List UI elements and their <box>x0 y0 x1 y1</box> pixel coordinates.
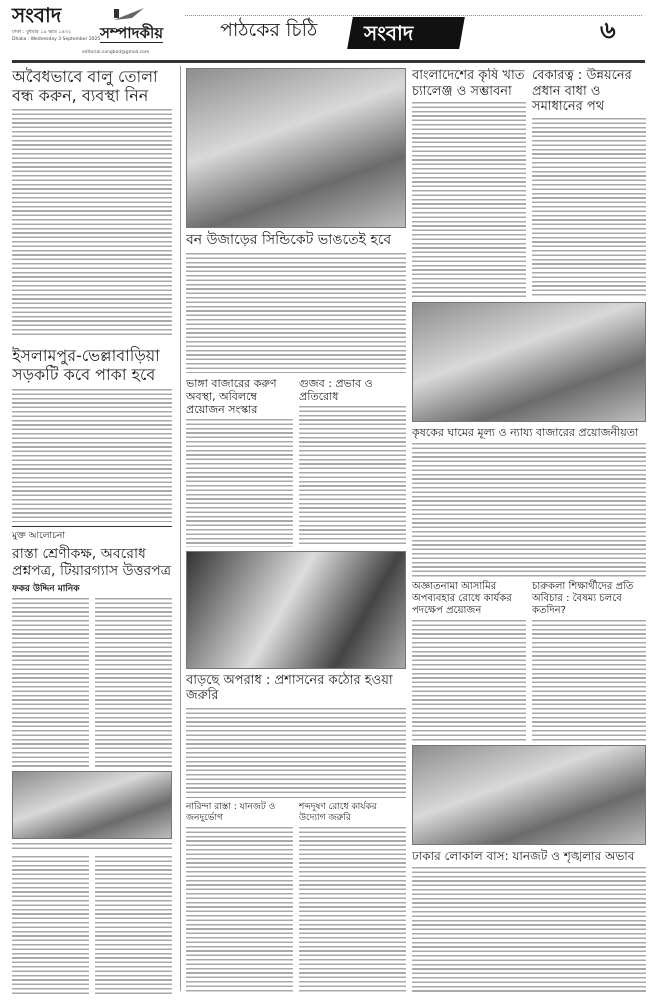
article-body <box>186 708 406 793</box>
article-body <box>186 827 293 992</box>
middle-column <box>186 68 406 992</box>
photo-caption <box>12 843 172 852</box>
crime-headline: বাড়ছে অপরাধ : প্রশাসনের কঠোর হওয়া জরুরি <box>186 672 393 704</box>
crime-illustration <box>186 551 406 669</box>
column-divider <box>180 66 181 991</box>
rumor-headline: গুজব : প্রভাব ও প্রতিরোধ <box>299 376 373 403</box>
editorial-headline-1: অবৈধভাবে বালু তোলা বন্ধ করুন, ব্যবস্থা নিন <box>12 67 158 106</box>
narinda-letter <box>186 802 293 992</box>
article-body <box>12 856 89 995</box>
letters-row <box>412 581 646 741</box>
fine-arts-letter <box>532 581 646 741</box>
anonymous-accused-letter <box>412 581 526 741</box>
author-name: ফকর উদ্দিন মানিক <box>12 583 80 594</box>
article-body <box>412 102 526 297</box>
open-discussion-label: মুক্ত আলোচনা <box>12 531 65 542</box>
unemployment-headline: বেকারত্ব : উন্নয়নের প্রধান বাধা ও সমাধানের পথ <box>532 68 632 115</box>
article-body <box>12 389 172 523</box>
article-body <box>412 443 646 578</box>
anonymous-accused-headline: অজ্ঞাতনামা আসামির অপব্যবহার রোধে কার্যকর পদক্ষেপ প্রয়োজন <box>412 581 512 617</box>
local-bus-photo <box>412 745 646 845</box>
article-body <box>95 598 172 767</box>
date-bengali: ঢাকা : বুধবার ১৯ ভাদ্র ১৪৩২ <box>12 29 72 35</box>
rumor-letter <box>299 377 406 547</box>
section-rule <box>186 797 406 798</box>
letters-row <box>186 377 406 547</box>
forest-logs-photo <box>186 68 406 228</box>
article-body <box>412 620 526 741</box>
article-body-columns <box>12 598 172 767</box>
right-column <box>412 68 646 992</box>
farmer-headline: কৃষকের ঘামের মূল্য ও ন্যায্য বাজারের প্রয়োজনীয়তা <box>412 425 639 439</box>
article-body <box>12 598 89 767</box>
agriculture-letter <box>412 68 526 298</box>
local-bus-headline: ঢাকার লোকাল বাস: যানজট ও শৃঙ্খলার অভাব <box>412 849 635 864</box>
forest-headline: বন উজাড়ের সিন্ডিকেট ভাঙতেই হবে <box>186 232 392 248</box>
article-body-columns <box>12 856 172 995</box>
article-body <box>532 118 646 298</box>
masthead-logo-right-text: সংবাদ <box>364 21 414 45</box>
fine-arts-headline: চারুকলা শিক্ষার্থীদের প্রতি অবিচার : বৈষম্য চলবে কতদিন? <box>532 581 634 617</box>
editorial-email: editorial.sangbad@gmail.com <box>82 50 150 55</box>
page-number: ৬ <box>600 16 616 44</box>
article-body <box>12 109 172 338</box>
editorial-column <box>12 67 172 995</box>
date-english: Dhaka : Wednesday 3 September 2025 <box>12 37 101 42</box>
noise-letter <box>299 802 406 992</box>
page-title: পাঠকের চিঠি <box>220 19 318 41</box>
article-body <box>299 406 406 547</box>
bhanga-market-letter <box>186 377 293 547</box>
feather-pen-icon <box>112 6 146 22</box>
article-body <box>532 620 646 741</box>
article-body <box>299 827 406 992</box>
article-body <box>412 867 646 992</box>
article-body <box>95 856 172 995</box>
noise-headline: শব্দদূষণ রোধে কার্যকর উদ্যোগ জরুরি <box>299 801 377 823</box>
open-discussion-headline: রাস্তা শ্রেণীকক্ষ, অবরোধ প্রশ্নপত্র, টিয়ারগ্যাস উত্তরপত্র <box>12 546 171 579</box>
bhanga-market-headline: ভাঙ্গা বাজারের করুণ অবস্থা, অবিলম্বে প্রয়োজন সংস্কার <box>186 376 277 417</box>
unemployment-letter <box>532 68 646 298</box>
protest-photo <box>12 771 172 839</box>
narinda-headline: নারিন্দা রাস্তা : যানজট ও জনদুর্ভোগ <box>186 801 276 823</box>
article-body <box>186 419 293 546</box>
letters-row <box>412 68 646 298</box>
article-body <box>186 253 406 373</box>
editorial-headline-2: ইসলামপুর-ভেল্লাবাড়িয়া সড়কটি কবে পাকা হবে <box>12 346 160 385</box>
section-title: সম্পাদকীয় <box>100 24 164 42</box>
farmers-photo <box>412 302 646 422</box>
masthead-logo: সংবাদ <box>12 3 62 27</box>
agriculture-headline: বাংলাদেশের কৃষি খাত চ্যালেঞ্জ ও সম্ভাবনা <box>412 68 525 99</box>
section-rule <box>12 526 172 527</box>
dotted-divider <box>185 15 642 16</box>
letters-row <box>186 802 406 992</box>
header-rule <box>12 60 645 63</box>
